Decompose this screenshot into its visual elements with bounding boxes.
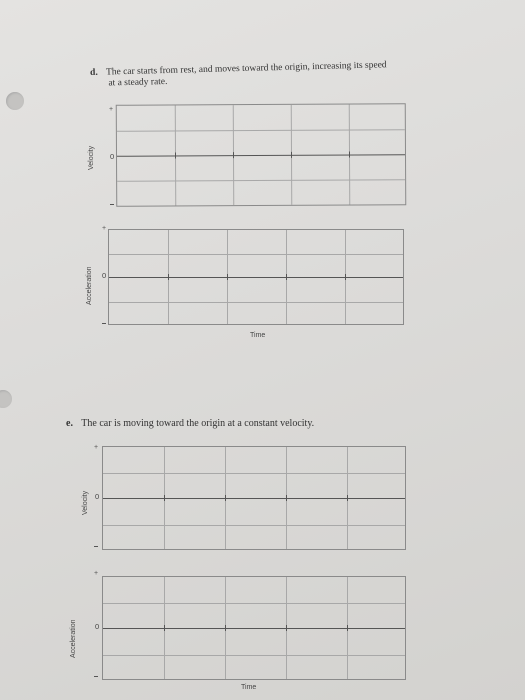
binder-hole-middle — [0, 390, 12, 408]
question-text-continued: at a steady rate. — [108, 76, 168, 89]
question-e — [66, 418, 314, 429]
grid-box — [102, 576, 406, 680]
plus-sign: + — [109, 106, 114, 113]
grid-box — [116, 103, 407, 207]
question-text: The car starts from rest, and moves toward the origin, increasing its speed — [105, 60, 387, 78]
question-letter: d. — [90, 67, 98, 78]
zero-axis-line — [103, 628, 405, 629]
x-axis-label: Time — [250, 332, 266, 339]
plus-sign: + — [94, 444, 99, 451]
zero-label: 0 — [110, 152, 115, 161]
graph-e-velocity — [78, 440, 413, 555]
graph-d-acceleration — [80, 225, 410, 350]
minus-sign — [110, 204, 114, 205]
zero-label: 0 — [95, 622, 100, 631]
minus-sign — [94, 676, 98, 677]
y-axis-label: Velocity — [82, 490, 89, 515]
plus-sign: + — [102, 225, 107, 232]
minus-sign — [94, 546, 98, 547]
graph-d-velocity — [80, 100, 410, 210]
y-axis-label: Velocity — [88, 145, 95, 170]
question-d — [90, 60, 387, 90]
binder-hole-top — [6, 92, 24, 110]
question-text: The car is moving toward the origin at a constant velocity. — [81, 418, 315, 429]
zero-axis-line — [103, 498, 405, 499]
zero-axis-line — [117, 154, 405, 157]
minus-sign — [102, 323, 106, 324]
zero-label: 0 — [95, 492, 100, 501]
plus-sign: + — [94, 570, 99, 577]
grid-box — [102, 446, 406, 550]
zero-axis-line — [109, 277, 403, 278]
question-letter: e. — [66, 418, 73, 429]
zero-label: 0 — [102, 271, 107, 280]
graph-e-acceleration — [66, 570, 411, 695]
y-axis-label: Acceleration — [86, 266, 93, 305]
y-axis-label: Acceleration — [70, 619, 77, 658]
x-axis-label: Time — [241, 684, 257, 691]
grid-box — [108, 229, 404, 325]
